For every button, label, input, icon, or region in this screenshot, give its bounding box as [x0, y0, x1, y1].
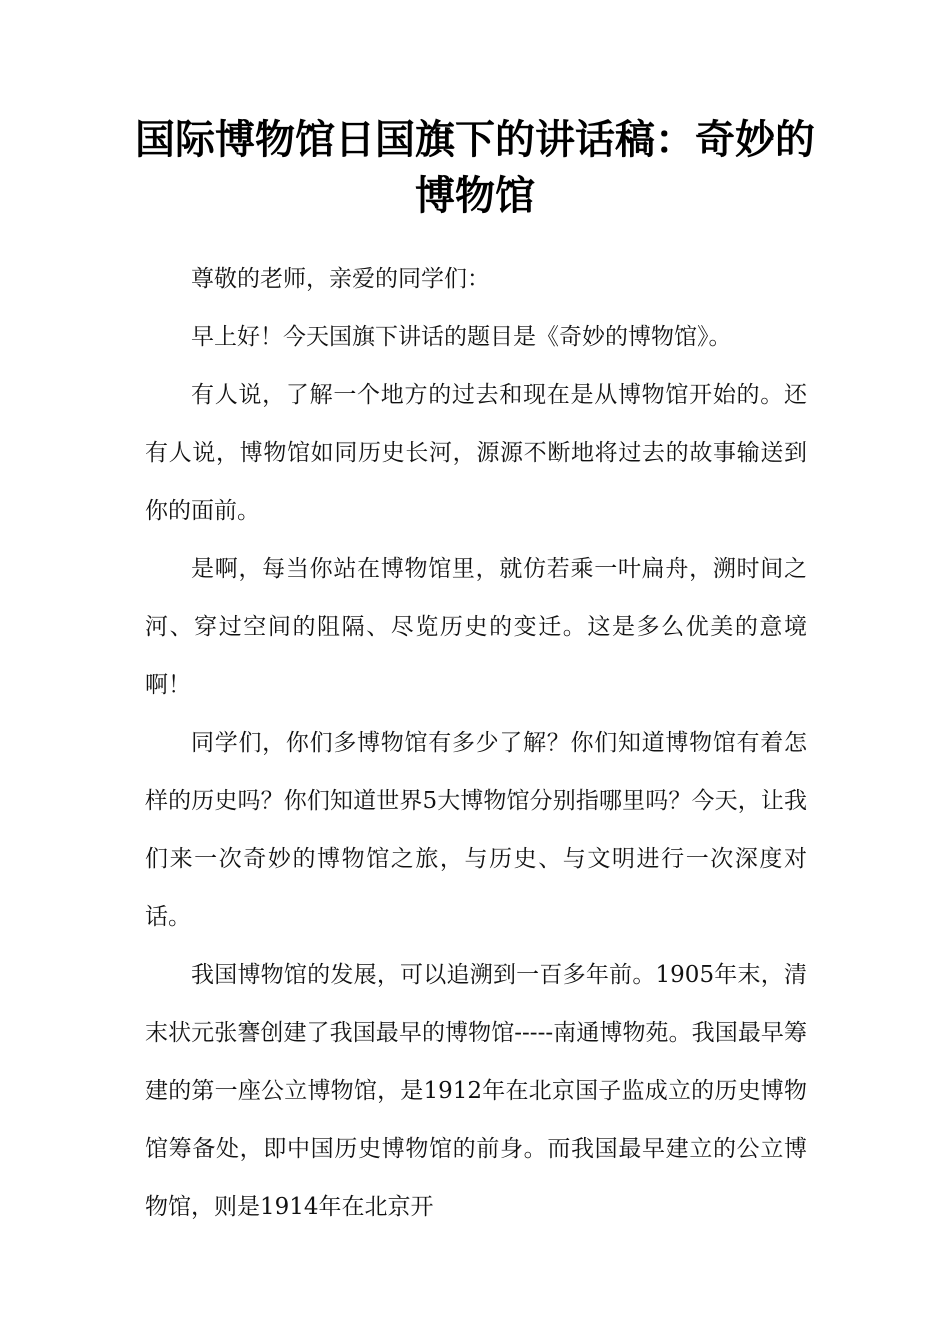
body-paragraph: 同学们，你们多博物馆有多少了解？你们知道博物馆有着怎样的历史吗？你们知道世界5大博物馆分别指哪里吗？今天，让我们来一次奇妙的博物馆之旅，与历史、与文明进行一次深度对话。 [145, 730, 807, 930]
document-title: 国际博物馆日国旗下的讲话稿：奇妙的博物馆 [135, 116, 815, 219]
body-paragraph: 是啊，每当你站在博物馆里，就仿若乘一叶扁舟，溯时间之河、穿过空间的阻隔、尽览历史的变迁。这是多么优美的意境啊！ [145, 556, 807, 698]
body-paragraph: 有人说，了解一个地方的过去和现在是从博物馆开始的。还有人说，博物馆如同历史长河，源源不断地将过去的故事输送到你的面前。 [145, 382, 807, 524]
greeting-paragraph: 早上好！今天国旗下讲话的题目是《奇妙的博物馆》。 [191, 324, 732, 350]
body-paragraph: 我国博物馆的发展，可以追溯到一百多年前。1905年末，清末状元张謇创建了我国最早的博物馆-----南通博物苑。我国最早筹建的第一座公立博物馆，是1912年在北京国子监成立的历史博物馆筹备处，即中国历史博物馆的前身。而我国最早建立的公立博物馆，则是1914年在北京开 [145, 962, 807, 1220]
document-body [145, 250, 807, 1236]
salutation-paragraph: 尊敬的老师，亲爱的同学们： [191, 266, 490, 292]
